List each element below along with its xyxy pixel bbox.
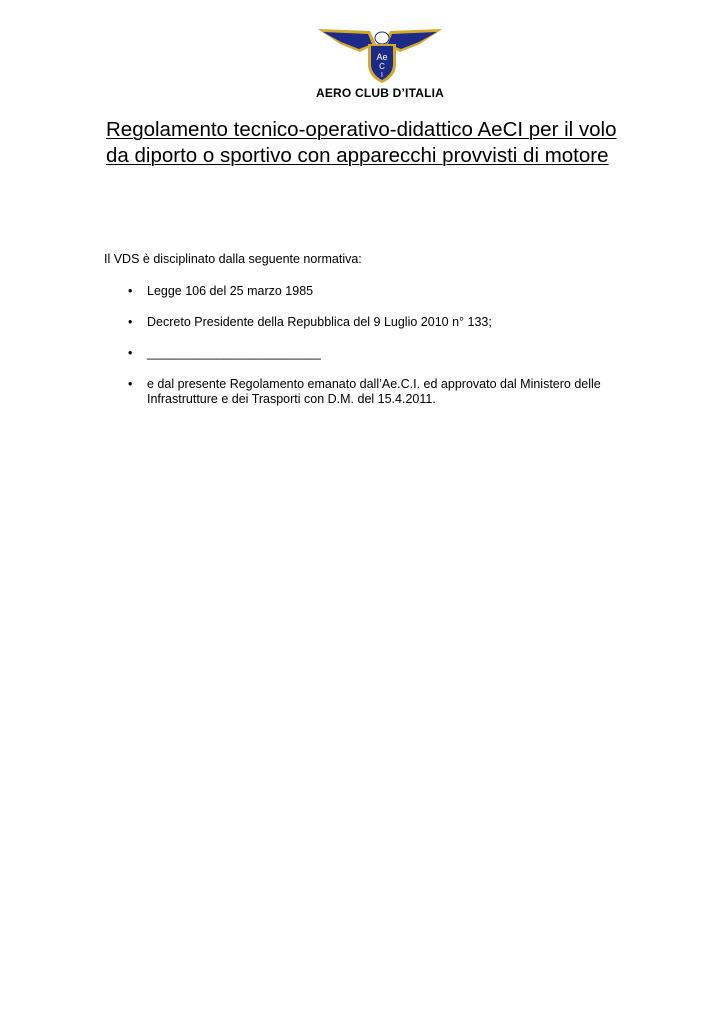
document-title-line-2: da diporto o sportivo con apparecchi provvisti di motore [106,144,609,167]
document-title-line-1: Regolamento tecnico-operativo-didattico AeCI per il volo [106,118,617,141]
list-item-text-line-2: Infrastrutture e dei Trasporti con D.M. del 15.4.2011. [147,392,436,406]
list-item-text: Decreto Presidente della Repubblica del 9 Luglio 2010 n° 133; [147,315,492,329]
logo-text-ae: Ae [376,52,388,62]
list-item [128,377,668,407]
bullet-icon: • [128,284,133,298]
list-item-blank-line: _________________________ [147,346,321,360]
logo-text-c: C [379,62,385,71]
list-item [128,284,668,299]
organization-name: AERO CLUB D’ITALIA [315,86,445,100]
list-item [128,315,668,330]
eagle-emblem-icon [310,22,450,84]
regulation-list [128,284,668,407]
document-title [106,117,666,169]
list-item-text: Legge 106 del 25 marzo 1985 [147,284,314,298]
list-item-text-line-1: e dal presente Regolamento emanato dall’Ae.C.I. ed approvato dal Ministero delle [147,377,601,391]
aeci-logo [300,22,460,102]
intro-paragraph: Il VDS è disciplinato dalla seguente normativa: [104,252,362,266]
bullet-icon: • [128,346,133,360]
bullet-icon: • [128,377,133,391]
list-item [128,346,668,361]
bullet-icon: • [128,315,133,329]
logo-text-i: I [381,72,383,79]
